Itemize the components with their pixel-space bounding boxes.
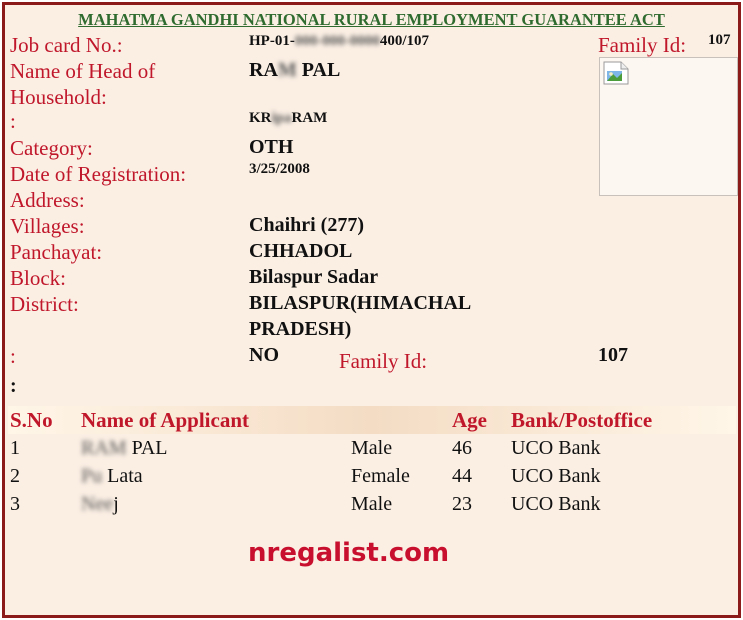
row-sno: 3: [10, 493, 20, 515]
row-sno: 2: [10, 465, 20, 487]
villages-value: Chaihri (277): [249, 214, 364, 236]
head-value: [249, 59, 340, 82]
father-value-masked: ipa: [271, 110, 292, 126]
head-value-masked: M: [277, 59, 297, 81]
district-value-line2: PRADESH): [249, 318, 352, 340]
row-name-masked: RAM: [81, 437, 127, 459]
father-value: [249, 110, 327, 127]
row-name: [81, 493, 119, 516]
col-name: Name of Applicant: [81, 408, 249, 432]
category-label: Category:: [10, 136, 93, 160]
father-label: :: [10, 109, 16, 133]
address-label: Address:: [10, 188, 85, 212]
photo-frame: [599, 57, 738, 196]
row-bank: UCO Bank: [511, 493, 601, 515]
category-value: OTH: [249, 136, 294, 158]
col-age: Age: [452, 408, 487, 432]
father-value-b: RAM: [291, 110, 328, 126]
broken-image-icon: [603, 61, 629, 85]
head-value-b: PAL: [301, 59, 341, 81]
bpl-label: :: [10, 344, 16, 368]
job-card-prefix: HP-01-: [249, 33, 295, 49]
head-label-line1: Name of Head of: [10, 59, 156, 83]
row-age: 46: [452, 437, 472, 459]
row-name: [81, 465, 143, 488]
district-label: District:: [10, 292, 79, 316]
row-gender: Male: [351, 437, 393, 459]
head-label-line2: Household:: [10, 85, 107, 109]
job-card-suffix: 400/107: [379, 33, 429, 49]
family-id-value: 107: [708, 32, 731, 48]
row-age: 23: [452, 493, 472, 515]
row-sno: 1: [10, 437, 20, 459]
col-sno: S.No: [10, 408, 53, 432]
panchayat-label: Panchayat:: [10, 240, 103, 264]
row-name-masked: Nee: [81, 493, 114, 515]
family-id-label: Family Id:: [598, 33, 687, 57]
panchayat-value: CHHADOL: [249, 240, 353, 262]
villages-label: Villages:: [10, 214, 85, 238]
job-card-label: Job card No.:: [10, 33, 123, 57]
row-gender: Female: [351, 465, 410, 487]
registration-label: Date of Registration:: [10, 162, 187, 186]
district-value-line1: BILASPUR(HIMACHAL: [249, 292, 472, 314]
row-name: [81, 437, 168, 460]
page-title: MAHATMA GANDHI NATIONAL RURAL EMPLOYMENT GUARANTEE ACT: [78, 10, 665, 29]
father-value-a: KR: [249, 110, 272, 126]
family-id2-value: 107: [598, 344, 628, 366]
row-bank: UCO Bank: [511, 437, 601, 459]
job-card-value: [249, 33, 429, 50]
job-card-masked: 000-000-0000: [294, 33, 380, 49]
extra-label: :: [10, 375, 17, 397]
family-id2-label: Family Id:: [339, 349, 428, 373]
block-value: Bilaspur Sadar: [249, 266, 379, 288]
row-bank: UCO Bank: [511, 465, 601, 487]
row-name-visible: Lata: [107, 465, 143, 487]
job-card-panel: [2, 2, 741, 618]
row-name-visible: j: [113, 493, 119, 515]
row-age: 44: [452, 465, 472, 487]
row-name-masked: Pu: [81, 465, 103, 487]
head-value-a: RA: [249, 59, 278, 81]
col-bank: Bank/Postoffice: [511, 408, 653, 432]
site-watermark: nregalist.com: [248, 538, 450, 568]
row-name-visible: PAL: [131, 437, 168, 459]
bpl-value: NO: [249, 344, 279, 366]
registration-value: 3/25/2008: [249, 161, 310, 177]
block-label: Block:: [10, 266, 66, 290]
row-gender: Male: [351, 493, 393, 515]
